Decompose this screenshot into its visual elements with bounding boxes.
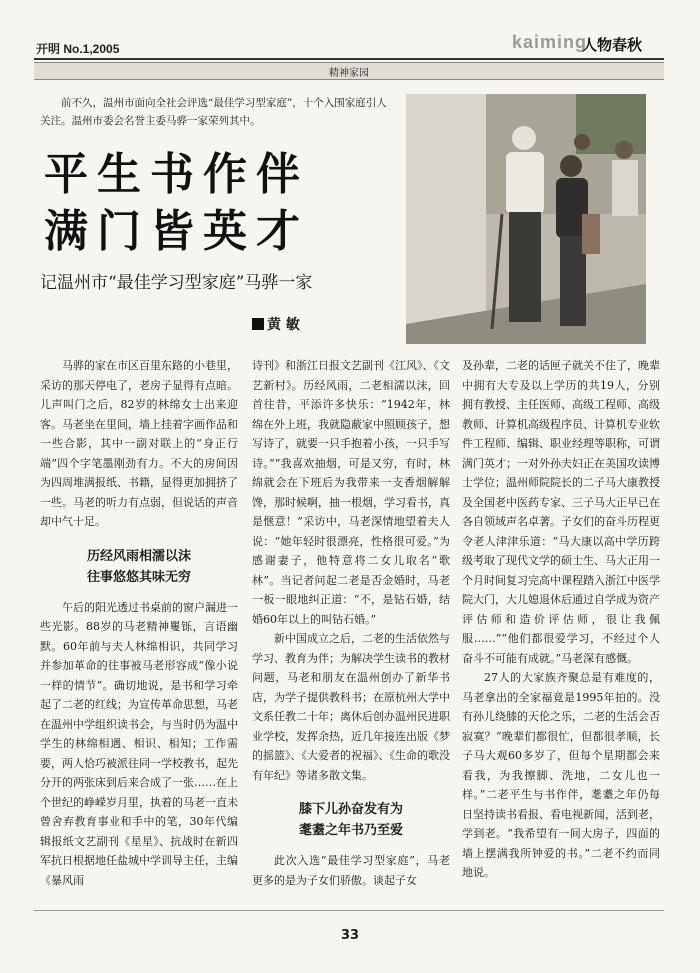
- footer-divider: [34, 910, 664, 911]
- page-number: 33: [340, 928, 360, 943]
- paragraph: 27人的大家族齐聚总是有难度的，马老拿出的全家福竟是1995年拍的。没有孙儿绕膝的天伦之乐，二老的生活会否寂寞？“晚辈们都很忙，但都很孝顺，长子马大观60多岁了，但每个星期都会来看我，为我擦脚、洗地，二女儿也一样。”二老平生与书作伴，耄耋之年仍每日坚持读书看报、看电视新闻，活到老，学到老。“我希望有一间大房子，四面的墙上摆满我所钟爱的书。”二老不约而同地说。: [462, 671, 660, 879]
- paragraph: 诗刊》和浙江日报文艺副刊《江风》、《文艺新村》。历经风雨，二老相濡以沫，回首往昔，平添许多快乐：“1942年，林绵在外上班，我就隐蔽家中照顾孩子，想写诗了，就要一只手抱着小孩，一只手写诗。”“我喜欢抽烟，可是又穷，有时，林绵就会在下班后为我带来一支香烟解解馋，那时候啊，抽一根烟，学习看书，真是惬意！”采访中，马老深情地望着夫人说：“她年轻时很漂亮，性格很可爱。”为感谢妻子，他特意将二女儿取名“歌林”。当记者问起二老是否金婚时，马老一板一眼地纠正道：“不，是钻石婚，结婚60年以上的叫钻石婚。”: [252, 359, 450, 626]
- subtitle: 记温州市“最佳学习型家庭”马骅一家: [40, 273, 313, 293]
- paragraph: 午后的阳光透过书桌前的窗户漏进一些光影。88岁的马老精神矍铄，言语幽默。60年前与夫人林绵相识，共同学习并参加革命的往事被马老形容成“像小说一样的情节”。确切地说，是书和学习牵起了二老的红线；为宣传革命思想，马老在温州中学组织读书会，与当时仍为温中学生的林绵相遇、相识、相知；工作需要，两人恰巧被派往同一学校教书，起先分开的两张床到后来合成了一张……在上个世纪的峥嵘岁月里，执着的马老一直未曾舍弃教育事业和手中的笔，30年代编辑报纸文艺副刊《星星》、抗战时在新四军抗日根据地任盐城中学训导主任，主编《暴风雨: [40, 600, 238, 887]
- paragraph: 马骅的家在市区百里东路的小巷里，采访的那天停电了，老房子显得有点暗。儿声叫门之后，82岁的林绵女士出来迎客。马老坐在里间，墙上挂着字画作品和一些合影，其中一副对联上的“身正行端”四个字笔墨刚劲有力。不大的房间因为四周堆满报纸、书籍，显得更加拥挤了一些。马老的听力有点弱，但说话的声音却中气十足。: [40, 359, 238, 528]
- photo-illustration: [406, 94, 646, 344]
- subhead-1-line-2: 往事悠悠其味无穷: [86, 569, 191, 585]
- subhead-2: [252, 799, 450, 841]
- section-bar: [34, 62, 664, 80]
- byline-square-icon: [252, 318, 264, 330]
- subhead-2-line-2: 耄耋之年书乃至爱: [298, 823, 403, 838]
- section-label: 精神家园: [329, 68, 369, 79]
- headline-line-1: 平生书作伴: [44, 149, 309, 200]
- body-column-2: [252, 356, 450, 890]
- intro-lead: 前不久，温州市面向全社会评选“最佳学习型家庭”，十个入围家庭引人关注。温州市委会名誉主委马骅一家荣列其中。: [40, 97, 387, 127]
- subhead-1: [40, 546, 238, 588]
- brand-wordmark: kaiming: [512, 32, 588, 52]
- issue-label: 开明 No.1,2005: [36, 42, 120, 56]
- author-name: 黄 敏: [267, 317, 300, 333]
- author-byline: [252, 314, 300, 334]
- paragraph: 此次入选“最佳学习型家庭”，马老更多的是为子女们骄傲。谈起子女: [252, 854, 450, 887]
- subhead-1-line-1: 历经风雨相濡以沫: [86, 548, 191, 564]
- paragraph: 及孙辈，二老的话匣子就关不住了，晚辈中拥有大专及以上学历的共19人，分别拥有教授、主任医师、高级工程师、高级教师、计算机高级程序员、计算机专业软件工程师、编辑、职业经理等职称，可谓满门英才；一对外孙夫妇正在美国攻读博士学位；温州师院院长的二子马大康教授及全国老中医药专家、三子马大正早已在各自领域声名卓著。子女们的奋斗历程更令老人津津乐道：“马大康以高中学历跨级考取了现代文学的硕士生、马大正用一个月时间复习完高中课程踏入浙江中医学院大门，大儿媳退休后通过自学成为资产评估师和造价评估师，很让我佩服……”“他们都很爱学习，不经过个人奋斗不可能有成就。”马老深有感慨。: [462, 359, 660, 665]
- paragraph: 新中国成立之后，二老的生活依然与学习、教育为伴；为解决学生读书的教材问题，马老和朋友在温州创办了新华书店，为学子提供教科书；在原杭州大学中文系任教二十年；离休后创办温州民进职业学校，发挥余热，近几年接连出版《梦的摇篮》、《大爱者的祝福》、《生命的歌没有年纪》等诸多散文集。: [252, 632, 450, 782]
- family-photo: [406, 94, 646, 344]
- headline-line-2: 满门皆英才: [44, 206, 309, 257]
- body-column-1: [40, 356, 238, 890]
- column-title: 人物春秋: [582, 36, 643, 54]
- subhead-2-line-1: 膝下儿孙奋发有为: [298, 802, 403, 817]
- body-column-3: [462, 356, 660, 883]
- header-divider: [34, 58, 664, 60]
